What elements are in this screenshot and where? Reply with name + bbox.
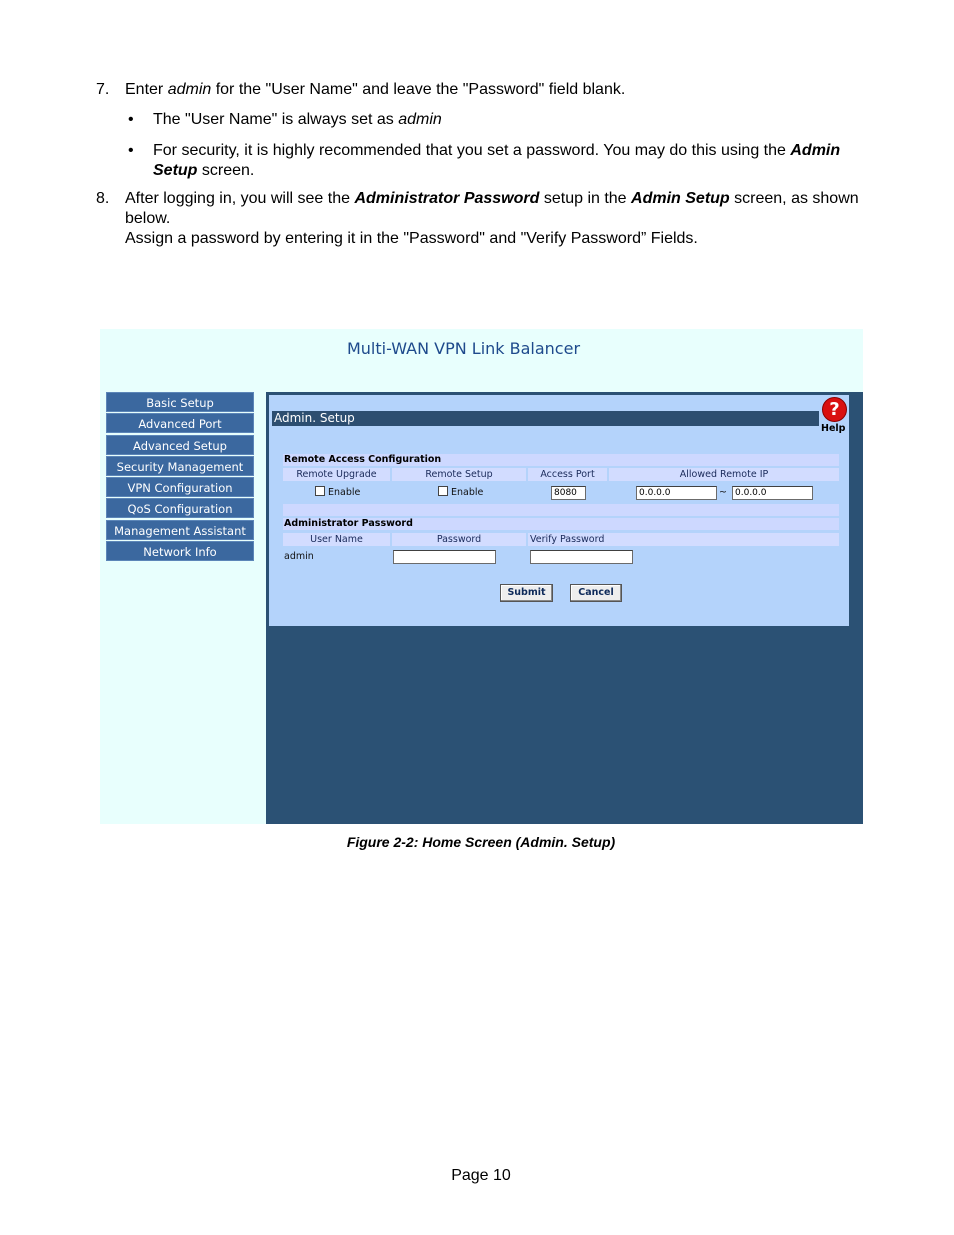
- remote-setup-option[interactable]: [438, 486, 483, 500]
- sidebar-nav: [106, 392, 254, 562]
- panel-title: Admin. Setup: [272, 411, 819, 426]
- step-number: 8.: [96, 190, 110, 207]
- verify-password-input[interactable]: [530, 550, 633, 564]
- banner-text: Multi-WAN VPN Link Balancer: [346, 339, 581, 358]
- help-button[interactable]: [821, 397, 849, 434]
- admin-setup-panel: [269, 395, 849, 626]
- help-icon[interactable]: ?: [822, 397, 847, 422]
- emphasis: Administrator Password: [354, 190, 540, 207]
- nav-basic-setup[interactable]: Basic Setup: [106, 392, 254, 412]
- ip-range-separator: ~: [719, 487, 727, 498]
- text: screen, as shown below.: [125, 190, 859, 227]
- banner-title: [100, 329, 863, 369]
- submit-button[interactable]: Submit: [500, 584, 553, 602]
- nav-advanced-setup[interactable]: Advanced Setup: [106, 435, 254, 455]
- remote-ip-from-input[interactable]: 0.0.0.0: [636, 486, 717, 500]
- step-text: [125, 80, 875, 100]
- checkbox-label: Enable: [328, 487, 361, 498]
- password-input[interactable]: [393, 550, 496, 564]
- header-allowed-remote-ip: Allowed Remote IP: [609, 468, 839, 481]
- remote-access-section: Remote Access Configuration: [283, 454, 839, 466]
- header-access-port: Access Port: [528, 468, 607, 481]
- nav-qos-configuration[interactable]: QoS Configuration: [106, 498, 254, 518]
- bullet-dot: •: [128, 111, 134, 128]
- admin-setup-screenshot: [100, 329, 863, 824]
- bullet-text: [153, 141, 863, 181]
- user-name-value: admin: [284, 551, 314, 562]
- header-remote-setup: Remote Setup: [392, 468, 526, 481]
- remote-upgrade-checkbox[interactable]: [315, 486, 325, 496]
- spacer-row: [283, 504, 839, 516]
- header-verify-password: [528, 533, 839, 546]
- remote-ip-to-input[interactable]: 0.0.0.0: [732, 486, 813, 500]
- header-user-name: User Name: [283, 533, 390, 546]
- content-area: [266, 392, 863, 824]
- checkbox-label: Enable: [451, 487, 484, 498]
- header-password: Password: [392, 533, 526, 546]
- emphasis: admin: [167, 81, 212, 98]
- figure-caption: Figure 2-2: Home Screen (Admin. Setup): [346, 834, 616, 850]
- text: Assign a password by entering it in the "Password" and "Verify Password” Fields.: [125, 230, 698, 247]
- text: Enter: [125, 81, 168, 98]
- remote-upgrade-option[interactable]: [315, 486, 360, 500]
- text: screen.: [197, 162, 255, 179]
- remote-setup-checkbox[interactable]: [438, 486, 448, 496]
- text: for the "User Name" and leave the "Password" field blank.: [211, 81, 626, 98]
- bullet-dot: •: [128, 142, 134, 159]
- nav-advanced-port[interactable]: Advanced Port: [106, 413, 254, 433]
- nav-management-assistant[interactable]: Management Assistant: [106, 520, 254, 540]
- help-label[interactable]: Help: [821, 423, 846, 434]
- nav-vpn-configuration[interactable]: VPN Configuration: [106, 477, 254, 497]
- header-text: Verify Password: [530, 534, 605, 545]
- header-remote-upgrade: Remote Upgrade: [283, 468, 390, 481]
- text: The "User Name" is always set as: [153, 111, 399, 128]
- text: For security, it is highly recommended that you set a password. You may do this using the: [153, 142, 791, 159]
- bullet-text: [153, 110, 863, 130]
- access-port-input[interactable]: 8080: [551, 486, 586, 500]
- text: After logging in, you will see the: [125, 190, 355, 207]
- step-text: [125, 189, 875, 249]
- admin-password-section: Administrator Password: [283, 518, 839, 530]
- cancel-button[interactable]: Cancel: [570, 584, 622, 602]
- page-number: Page 10: [451, 1167, 511, 1184]
- text: setup in the: [539, 190, 632, 207]
- step-number: 7.: [96, 81, 110, 98]
- emphasis: admin: [398, 111, 442, 128]
- emphasis: Admin Setup: [631, 190, 730, 207]
- nav-security-management[interactable]: Security Management: [106, 456, 254, 476]
- nav-network-info[interactable]: Network Info: [106, 541, 254, 561]
- emphasis: Admin Setup: [153, 142, 841, 179]
